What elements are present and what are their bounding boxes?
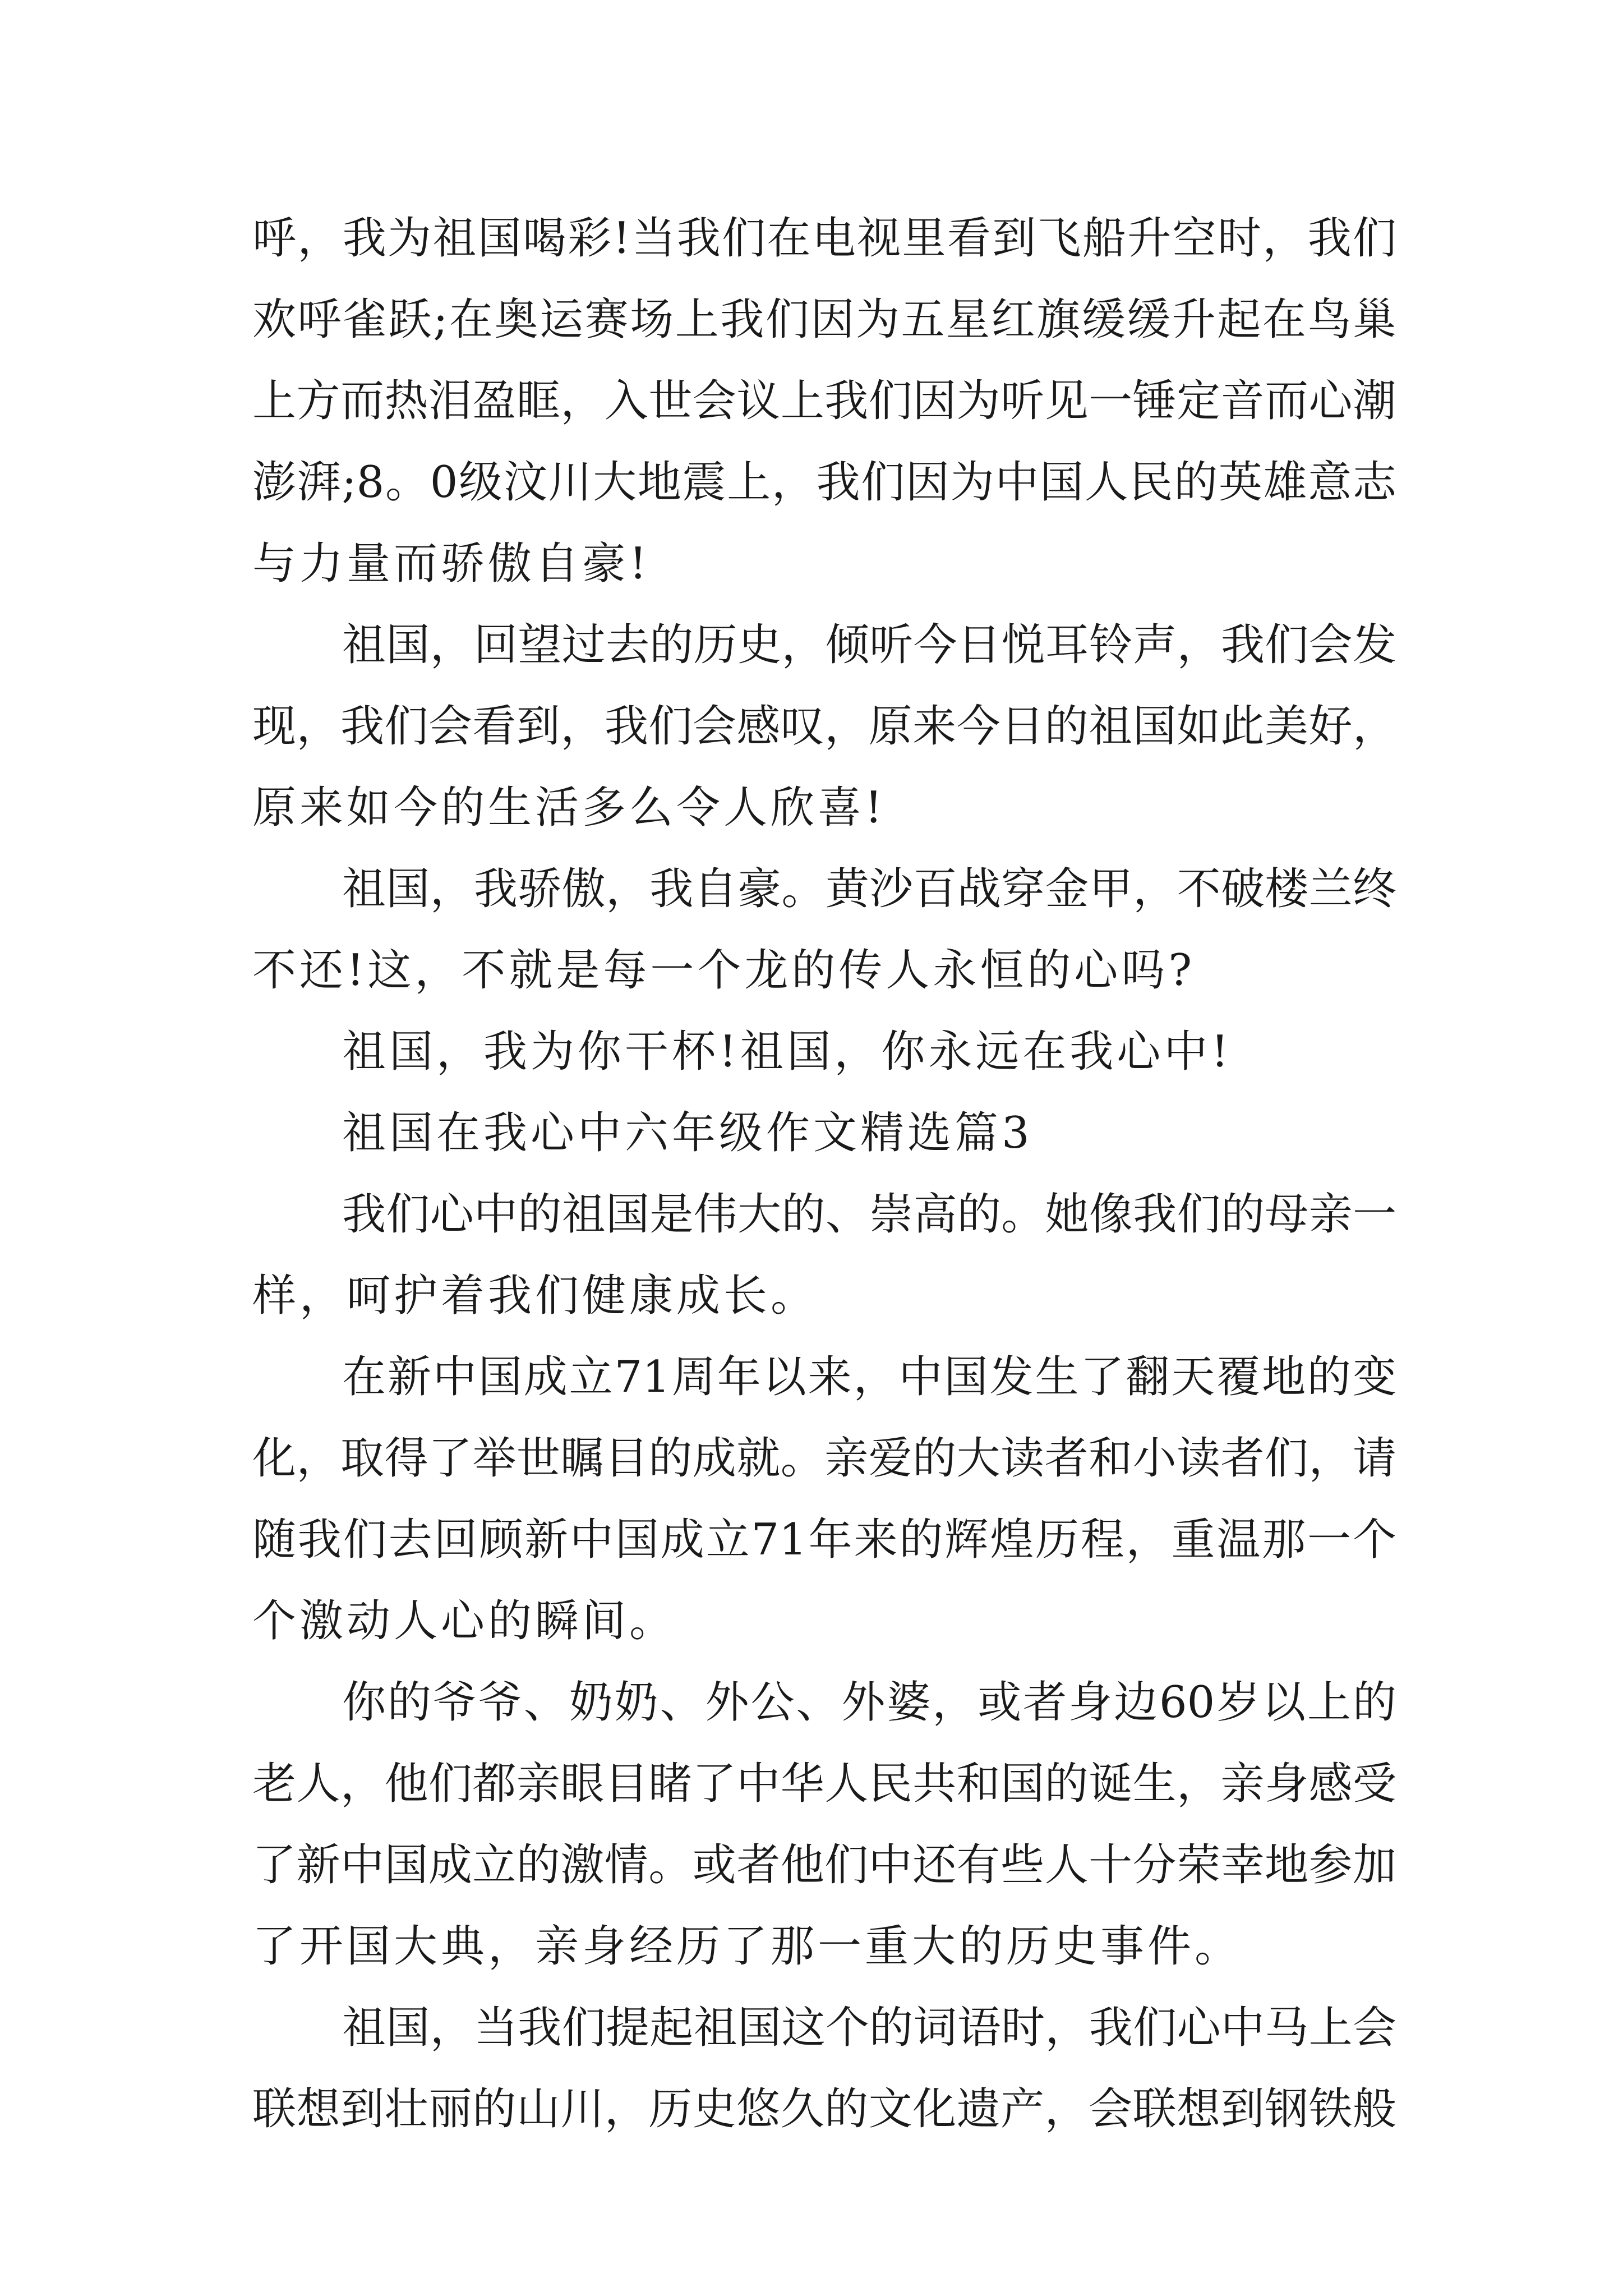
section-heading: 祖国在我心中六年级作文精选篇3 [342, 1108, 1033, 1158]
text-line: 样，呵护着我们健康成长。 [252, 1271, 818, 1321]
text-line: 不还!这，不就是每一个龙的传人永恒的心吗? [252, 945, 1196, 996]
paragraph-start: 祖国，我为你干杯!祖国，你永远在我心中! [342, 1027, 1232, 1077]
text-line: 化，取得了举世瞩目的成就。亲爱的大读者和小读者们，请 [252, 1433, 1396, 1484]
text-line: 原来如今的生活多么令人欣喜! [252, 783, 886, 833]
text-line: 呼，我为祖国喝彩!当我们在电视里看到飞船升空时，我们 [252, 213, 1396, 264]
text-line: 随我们去回顾新中国成立71年来的辉煌历程，重温那一个 [252, 1515, 1396, 1565]
paragraph-start: 你的爷爷、奶奶、外公、外婆，或者身边60岁以上的 [342, 1677, 1396, 1728]
text-line: 老人，他们都亲眼目睹了中华人民共和国的诞生，亲身感受 [252, 1759, 1396, 1809]
text-line: 与力量而骄傲自豪! [252, 539, 651, 589]
text-line: 了开国大典，亲身经历了那一重大的历史事件。 [252, 1921, 1242, 1972]
text-line: 欢呼雀跃;在奥运赛场上我们因为五星红旗缓缓升起在鸟巢 [252, 295, 1396, 345]
text-line: 了新中国成立的激情。或者他们中还有些人十分荣幸地参加 [252, 1840, 1396, 1890]
text-line: 澎湃;8。0级汶川大地震上，我们因为中国人民的英雄意志 [252, 457, 1396, 508]
text-line: 现，我们会看到，我们会感叹，原来今日的祖国如此美好， [252, 701, 1396, 752]
paragraph-start: 祖国，回望过去的历史，倾听今日悦耳铃声，我们会发 [342, 620, 1396, 670]
paragraph-start: 我们心中的祖国是伟大的、崇高的。她像我们的母亲一 [342, 1189, 1396, 1240]
paragraph-start: 祖国，我骄傲，我自豪。黄沙百战穿金甲，不破楼兰终 [342, 864, 1396, 914]
text-line: 联想到壮丽的山川，历史悠久的文化遗产，会联想到钢铁般 [252, 2084, 1396, 2134]
text-line: 上方而热泪盈眶，入世会议上我们因为听见一锤定音而心潮 [252, 376, 1396, 426]
paragraph-start: 在新中国成立71周年以来，中国发生了翻天覆地的变 [342, 1352, 1396, 1402]
paragraph-start: 祖国，当我们提起祖国这个的词语时，我们心中马上会 [342, 2003, 1396, 2053]
text-line: 个激动人心的瞬间。 [252, 1596, 677, 1646]
